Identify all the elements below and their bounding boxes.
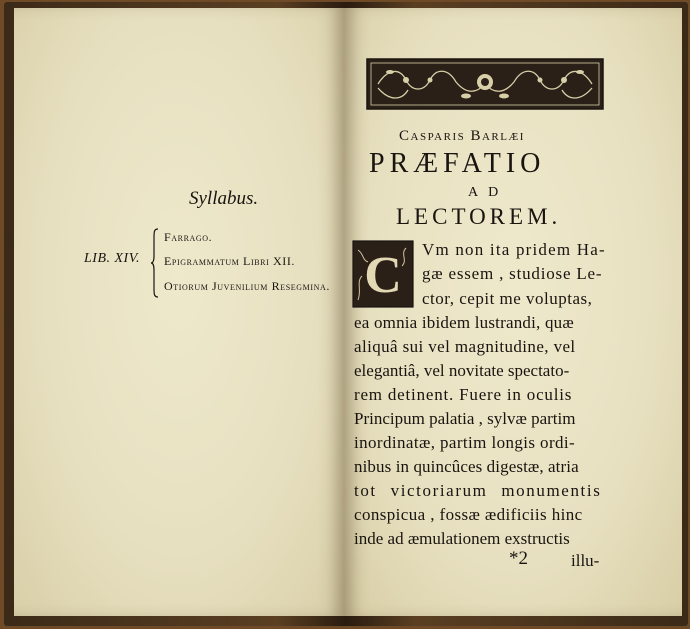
- author-line: Casparis Barlæi: [399, 128, 525, 144]
- syllabus-item: Otiorum Juvenilium Resegmina.: [164, 279, 330, 293]
- body-line: rem detinent. Fuere in oculis: [354, 385, 573, 404]
- body-line: conspicua , fossæ ædificiis hinc: [354, 505, 583, 524]
- body-line: gæ essem , studiose Le-: [422, 264, 603, 283]
- curly-brace-icon: [151, 228, 159, 298]
- left-page: [14, 8, 344, 616]
- lib-label: LIB. XIV.: [84, 251, 140, 266]
- floral-headpiece-ornament: [366, 58, 604, 110]
- body-line: Principum palatia , sylvæ partim: [354, 409, 576, 428]
- body-line: tot victoriarum monumentis: [354, 481, 602, 500]
- open-book: [4, 2, 688, 626]
- body-line: ea omnia ibidem lustrandi, quæ: [354, 313, 574, 332]
- signature-mark: *2: [509, 548, 528, 569]
- syllabus-heading: Syllabus.: [189, 188, 259, 209]
- catchword: illu-: [571, 551, 600, 570]
- title-lectorem: LECTOREM.: [396, 204, 562, 229]
- body-line: inde ad æmulationem exstructis: [354, 529, 570, 548]
- syllabus-item: Farrago.: [164, 230, 213, 244]
- right-page: [344, 8, 682, 616]
- body-line: inordinatæ, partim longis ordi-: [354, 433, 576, 452]
- title-praefatio: PRÆFATIO: [369, 148, 546, 179]
- body-line: aliquâ sui vel magnitudine, vel: [354, 337, 576, 356]
- decorated-initial: [352, 240, 414, 308]
- dropcap-letter: C: [364, 247, 402, 304]
- body-line: elegantiâ, vel novitate spectato-: [354, 361, 570, 380]
- title-ad: AD: [468, 185, 509, 200]
- body-line: Vm non ita pridem Ha-: [422, 240, 606, 259]
- body-line: ctor, cepit me voluptas,: [422, 289, 593, 308]
- syllabus-item: Epigrammatum Libri XII.: [164, 254, 296, 268]
- body-line: nibus in quincûces digestæ, atria: [354, 457, 579, 476]
